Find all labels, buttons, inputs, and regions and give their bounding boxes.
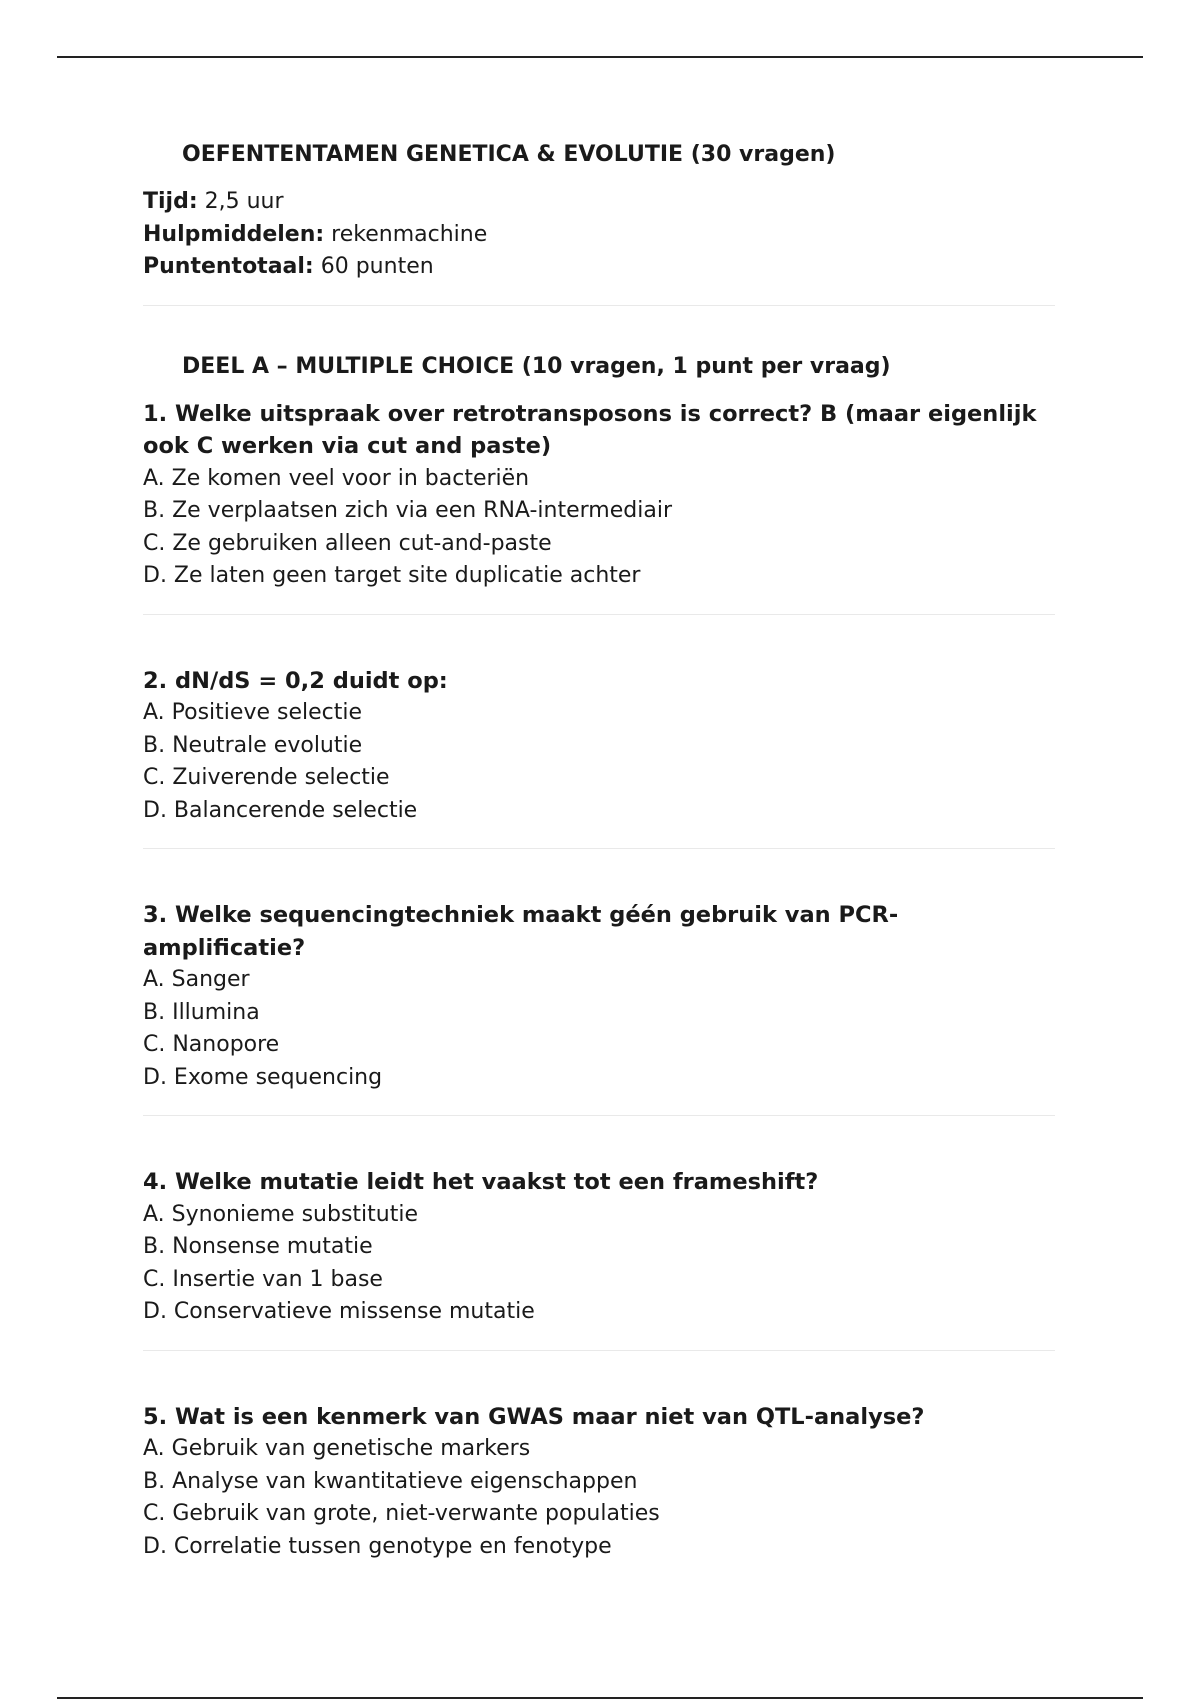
question-5 [143,1401,1055,1564]
exam-meta [143,186,1055,284]
meta-points-label: Puntentotaal: [143,254,314,279]
page-top-rule [57,56,1143,58]
answer-option: A. Ze komen veel voor in bacteriën [143,465,530,491]
meta-time-value: 2,5 uur [197,189,284,214]
meta-points [143,251,1055,284]
question-1 [143,398,1055,593]
answer-option: B. Illumina [143,999,260,1025]
answer-option: D. Correlatie tussen genotype en fenotype [143,1533,612,1559]
meta-tools-value: rekenmachine [324,221,488,247]
question-4 [143,1166,1055,1329]
question-2 [143,665,1055,828]
question-text: 1. Welke uitspraak over retrotransposons is correct? B (maar eigenlijk ook C werken via cut and paste) [143,400,1037,459]
answer-option: A. Gebruik van genetische markers [143,1436,531,1461]
meta-points-value: 60 punten [313,254,434,279]
section-title: DEEL A – MULTIPLE CHOICE (10 vragen, 1 punt per vraag) [182,353,891,379]
meta-time-label: Tijd: [143,189,198,214]
exam-title: OEFENTENTAMEN GENETICA & EVOLUTIE (30 vragen) [182,142,836,167]
answer-option: D. Ze laten geen target site duplicatie achter [143,563,641,588]
question-text: 2. dN/dS = 0,2 duidt op: [143,667,448,694]
meta-tools-label: Hulpmiddelen: [143,221,325,247]
question-text: 4. Welke mutatie leidt het vaakst tot een frameshift? [143,1169,819,1195]
divider [143,305,1055,306]
answer-option: C. Gebruik van grote, niet-verwante populaties [143,1501,660,1526]
answer-option: C. Ze gebruiken alleen cut-and-paste [143,530,552,556]
answer-option: B. Ze verplaatsen zich via een RNA-intermediair [143,498,672,523]
answer-option: C. Insertie van 1 base [143,1266,383,1292]
answer-option: C. Nanopore [143,1032,280,1057]
answer-option: B. Neutrale evolutie [143,732,363,758]
exam-document [143,140,1055,1563]
answer-option: D. Conservatieve missense mutatie [143,1299,535,1324]
question-text: 3. Welke sequencingtechniek maakt géén gebruik van PCR-amplificatie? [143,902,899,961]
meta-tools [143,219,1055,252]
meta-time [143,186,1055,219]
answer-option: A. Positieve selectie [143,700,363,725]
answer-option: B. Analyse van kwantitatieve eigenschappen [143,1468,638,1494]
page-bottom-rule [57,1697,1143,1699]
answer-option: A. Synonieme substitutie [143,1201,418,1227]
question-3 [143,899,1055,1094]
question-text: 5. Wat is een kenmerk van GWAS maar niet van QTL-analyse? [143,1403,925,1430]
answer-option: A. Sanger [143,967,250,992]
answer-option: D. Balancerende selectie [143,797,418,823]
answer-option: B. Nonsense mutatie [143,1234,373,1259]
answer-option: D. Exome sequencing [143,1064,383,1090]
answer-option: C. Zuiverende selectie [143,765,390,790]
